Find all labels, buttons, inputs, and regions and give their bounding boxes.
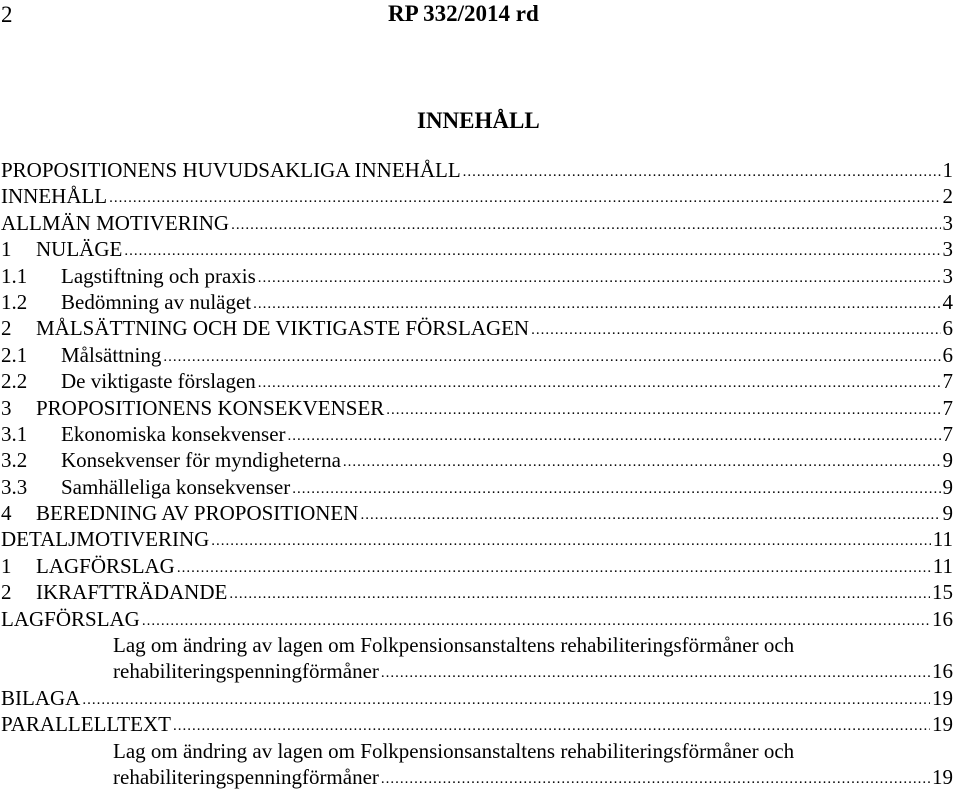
toc-entry[interactable] — [1, 315, 953, 341]
toc-leader-dots — [211, 528, 930, 554]
toc-entry-page: 19 — [932, 764, 953, 789]
toc-entry-label: Lagstiftning och praxis — [61, 263, 256, 288]
toc-entry-page: 3 — [942, 210, 953, 235]
toc-entry[interactable] — [1, 236, 953, 262]
toc-entry-number: 3.1 — [1, 421, 28, 446]
toc-leader-dots — [177, 555, 931, 581]
toc-entry-label: Konsekvenser för myndigheterna — [61, 448, 341, 473]
toc-entry-label: PROPOSITIONENS HUVUDSAKLIGA INNEHÅLL — [1, 158, 461, 182]
toc-entry[interactable] — [1, 579, 953, 605]
toc-entry-label: Samhälleliga konsekvenser — [61, 474, 291, 499]
toc-entry-page: 11 — [932, 527, 953, 552]
toc-entry-number: 1 — [1, 237, 12, 262]
toc-leader-dots — [463, 159, 941, 185]
toc-entry[interactable] — [1, 606, 953, 632]
toc-entry-number: 3.3 — [1, 474, 28, 499]
toc-entry-page: 7 — [942, 369, 953, 394]
toc-entry-page: 6 — [942, 342, 953, 367]
toc-leader-dots — [386, 397, 940, 423]
toc-entry-label: LAGFÖRSLAG — [1, 606, 140, 631]
toc-entry[interactable] — [1, 395, 953, 421]
toc-entry-page: 7 — [942, 421, 953, 446]
toc-entry-label: DETALJMOTIVERING — [1, 527, 210, 552]
table-of-contents — [1, 157, 953, 790]
toc-entry-page: 6 — [942, 316, 953, 341]
toc-entry[interactable] — [1, 421, 953, 447]
toc-entry-number: 2.2 — [1, 369, 28, 394]
toc-entry-label: INNEHÅLL — [1, 184, 108, 209]
toc-leader-dots — [343, 449, 941, 475]
toc-entry[interactable] — [1, 632, 953, 658]
toc-entry-label: Bedömning av nuläget — [61, 289, 252, 314]
toc-leader-dots — [231, 212, 940, 238]
toc-entry[interactable] — [1, 474, 953, 500]
toc-entry-page: 1 — [942, 158, 953, 182]
toc-entry-label: LAGFÖRSLAG — [36, 553, 175, 578]
toc-entry[interactable] — [1, 342, 953, 368]
toc-entry[interactable] — [1, 553, 953, 579]
toc-entry-page: 9 — [942, 501, 953, 526]
toc-entry[interactable] — [1, 263, 953, 289]
toc-leader-dots — [360, 502, 940, 528]
toc-entry-page: 9 — [942, 448, 953, 473]
toc-entry-page: 3 — [942, 237, 953, 262]
toc-entry-number: 2 — [1, 316, 12, 341]
toc-entry-page: 2 — [942, 184, 953, 209]
toc-entry[interactable] — [1, 526, 953, 552]
toc-entry[interactable] — [1, 210, 953, 236]
toc-entry-page: 11 — [932, 553, 953, 578]
toc-leader-dots — [258, 265, 941, 291]
toc-entry[interactable] — [1, 764, 953, 790]
toc-leader-dots — [253, 291, 940, 317]
toc-entry-number: 2.1 — [1, 342, 28, 367]
toc-entry-page: 9 — [942, 474, 953, 499]
toc-entry-page: 15 — [932, 580, 953, 605]
toc-entry-label: Ekonomiska konsekvenser — [61, 421, 286, 446]
toc-entry-label: NULÄGE — [36, 237, 123, 262]
toc-leader-dots — [381, 660, 930, 686]
toc-entry-label: Lag om ändring av lagen om Folkpensionsanstaltens rehabiliteringsförmåner och — [113, 633, 795, 658]
toc-entry-number: 1.1 — [1, 263, 28, 288]
toc-entry-label: PROPOSITIONENS KONSEKVENSER — [36, 395, 385, 420]
toc-entry[interactable] — [1, 711, 953, 737]
toc-entry-label: Lag om ändring av lagen om Folkpensionsanstaltens rehabiliteringsförmåner och — [113, 738, 795, 763]
toc-entry-page: 4 — [942, 289, 953, 314]
toc-entry-number: 2 — [1, 580, 12, 605]
toc-entry[interactable] — [1, 183, 953, 209]
toc-entry[interactable] — [1, 157, 953, 183]
toc-leader-dots — [124, 238, 940, 264]
toc-leader-dots — [258, 370, 941, 396]
toc-entry-label: rehabiliteringspenningförmåner — [113, 764, 379, 789]
toc-entry-label: BILAGA — [1, 685, 81, 710]
toc-entry[interactable] — [1, 500, 953, 526]
toc-entry-label: rehabiliteringspenningförmåner — [113, 659, 379, 684]
toc-entry-number: 3 — [1, 395, 12, 420]
toc-leader-dots — [288, 423, 941, 449]
toc-leader-dots — [109, 185, 940, 211]
toc-entry-page: 19 — [932, 685, 953, 710]
toc-entry-label: MÅLSÄTTNING OCH DE VIKTIGASTE FÖRSLAGEN — [36, 316, 530, 341]
toc-leader-dots — [142, 608, 930, 634]
toc-entry-label: ALLMÄN MOTIVERING — [1, 210, 230, 235]
toc-entry-label: De viktigaste förslagen — [61, 369, 256, 394]
toc-entry[interactable] — [1, 289, 953, 315]
toc-entry-label: PARALLELLTEXT — [1, 712, 171, 737]
toc-entry-label: Målsättning — [61, 342, 162, 367]
toc-title: INNEHÅLL — [417, 108, 540, 133]
toc-entry-number: 1.2 — [1, 289, 28, 314]
toc-leader-dots — [82, 687, 930, 713]
toc-leader-dots — [292, 476, 940, 502]
toc-leader-dots — [229, 581, 930, 607]
page-number: 2 — [1, 2, 13, 27]
toc-entry-page: 16 — [932, 659, 953, 684]
toc-entry-page: 16 — [932, 606, 953, 631]
toc-entry[interactable] — [1, 685, 953, 711]
toc-entry-number: 1 — [1, 553, 12, 578]
toc-leader-dots — [173, 713, 930, 739]
toc-entry[interactable] — [1, 738, 953, 764]
toc-entry-page: 7 — [942, 395, 953, 420]
toc-entry[interactable] — [1, 368, 953, 394]
toc-entry-number: 4 — [1, 501, 12, 526]
toc-leader-dots — [163, 344, 940, 370]
document-reference: RP 332/2014 rd — [388, 1, 539, 26]
toc-entry[interactable] — [1, 447, 953, 473]
toc-entry[interactable] — [1, 658, 953, 684]
toc-entry-label: IKRAFTTRÄDANDE — [36, 580, 228, 605]
toc-leader-dots — [531, 317, 940, 343]
toc-entry-page: 19 — [932, 712, 953, 737]
toc-entry-label: BEREDNING AV PROPOSITIONEN — [36, 501, 359, 526]
toc-entry-page: 3 — [942, 263, 953, 288]
toc-entry-number: 3.2 — [1, 448, 28, 473]
